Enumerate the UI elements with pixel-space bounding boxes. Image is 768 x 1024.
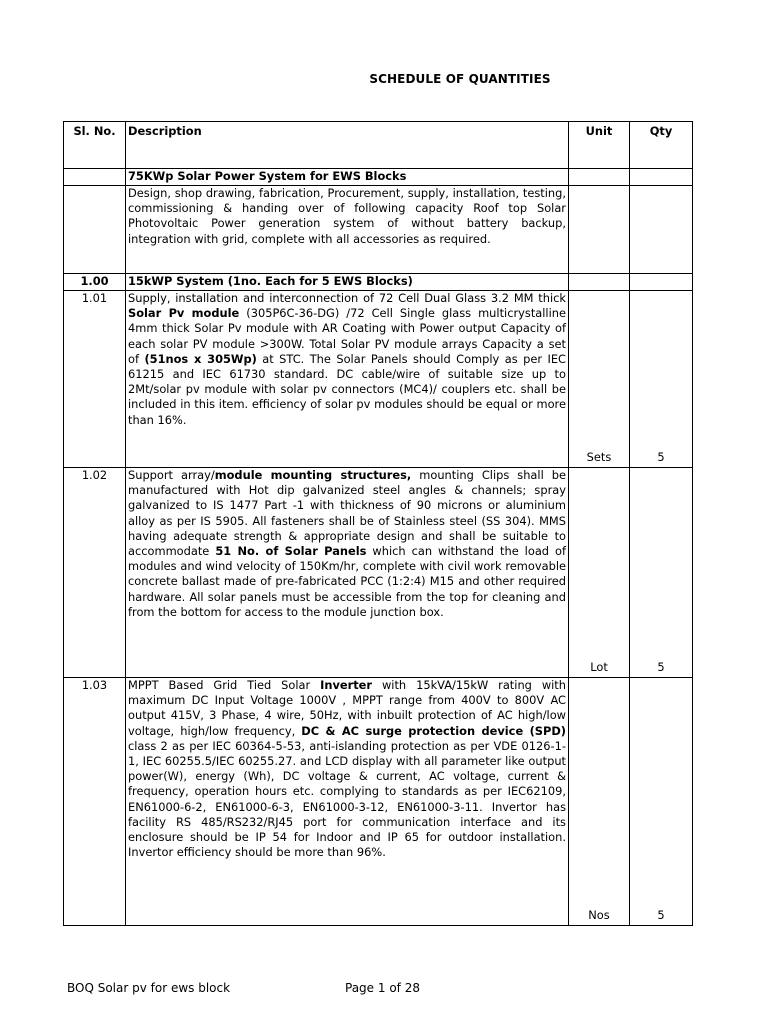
footer-document-name: BOQ Solar pv for ews block: [67, 981, 231, 995]
desc-text: mounting Clips shall be manufactured with Hot dip galvanized steel angles & channels; spray galvanized to IS 1477 Part -1 with thickness of 90 microns or aluminium alloy as per IS 5905. All fasteners shall be of Stainless steel (SS 304). MMS having adequate strength & appropriate design and shall be suitable to accommodate: [128, 468, 566, 559]
item-unit: Lot: [569, 468, 630, 678]
desc-bold: Inverter: [320, 678, 373, 692]
desc-text: MPPT Based Grid Tied Solar: [128, 678, 321, 692]
quantities-table: [63, 121, 693, 926]
desc-bold: (51nos x 305Wp): [144, 351, 257, 366]
item-qty: 5: [630, 678, 693, 926]
subsection-title: 15kWP System (1no. Each for 5 EWS Blocks): [126, 274, 569, 291]
desc-text: class 2 as per IEC 60364-5-53, anti-islanding protection as per VDE 0126-1-1, IEC 60255.5/IEC 60255.27. and LCD display with all parameter like output power(W), energy (Wh), DC voltage & current, AC voltage, current & frequency, operation hours etc. complying to standards as per IEC62109, EN61000-6-2, EN61000-6-3, EN61000-3-12, EN61000-3-11. Invertor has facility RS 485/RS232/RJ45 port for communication interface and its enclosure should be IP 54 for Indoor and IP 65 for outdoor installation. Invertor efficiency should be more than 96%.: [128, 738, 566, 860]
desc-text: which can withstand the load of modules and wind velocity of 150Km/hr, complete with civil work removable concrete ballast made of pre-fabricated PCC (1:2:4) M15 and other required hardware. All solar panels must be accessible from the top for cleaning and from the bottom for access to the module junction box.: [128, 544, 566, 619]
item-unit: Sets: [569, 291, 630, 468]
desc-text: with 15kVA/15kW rating with maximum DC Input Voltage 1000V , MPPT range from 400V to 800V AC output 415V, 3 Phase, 4 wire, 50Hz, with inbuilt protection of AC high/low voltage, high/low frequency,: [128, 678, 566, 738]
subsection-sl: 1.00: [64, 274, 126, 291]
desc-bold: 51 No. of Solar Panels: [215, 544, 367, 559]
header-unit: Unit: [569, 122, 630, 169]
section-title: 75KWp Solar Power System for EWS Blocks: [126, 169, 569, 186]
intro-qty: [630, 186, 693, 274]
footer-page-number: Page 1 of 28: [345, 981, 420, 995]
header-row: [64, 122, 693, 169]
section-sl: [64, 169, 126, 186]
desc-text: at STC. The Solar Panels should Comply as per IEC 61215 and IEC 61730 standard. DC cable/wire of suitable size up to 2Mt/solar pv module with solar pv connectors (MC4)/ couplers etc. shall be included in this item. efficiency of solar pv modules should be equal or more than 16%.: [128, 351, 566, 427]
desc-text: Support array/: [128, 468, 215, 482]
subsection-qty: [630, 274, 693, 291]
item-sl: 1.01: [64, 291, 126, 468]
header-description: Description: [126, 122, 569, 169]
item-unit: Nos: [569, 678, 630, 926]
item-description: [126, 468, 569, 678]
subsection-row: [64, 274, 693, 291]
desc-bold: Solar Pv module: [128, 306, 240, 321]
item-row: [64, 678, 693, 926]
item-qty: 5: [630, 291, 693, 468]
document-title: SCHEDULE OF QUANTITIES: [369, 72, 551, 86]
desc-text: (305P6C-36-DG) /72 Cell Single glass multicrystalline 4mm thick Solar Pv module with AR Coating with Power output Capacity of each solar PV module >300W. Total Solar PV module arrays Capacity a set of: [128, 306, 566, 366]
section-qty: [630, 169, 693, 186]
item-qty: 5: [630, 468, 693, 678]
item-sl: 1.03: [64, 678, 126, 926]
intro-row: [64, 186, 693, 274]
header-qty: Qty: [630, 122, 693, 169]
section-unit: [569, 169, 630, 186]
subsection-unit: [569, 274, 630, 291]
item-description: [126, 678, 569, 926]
intro-unit: [569, 186, 630, 274]
intro-description: Design, shop drawing, fabrication, Procurement, supply, installation, testing, commissioning & handing over of following capacity Roof top Solar Photovoltaic Power generation system of without battery backup, integration with grid, complete with all accessories as required.: [126, 186, 569, 274]
item-row: [64, 291, 693, 468]
section-row: [64, 169, 693, 186]
desc-bold: module mounting structures,: [214, 468, 412, 482]
item-sl: 1.02: [64, 468, 126, 678]
item-row: [64, 468, 693, 678]
item-description: [126, 291, 569, 468]
desc-text: Supply, installation and interconnection of 72 Cell Dual Glass 3.2 MM thick: [128, 291, 566, 305]
intro-sl: [64, 186, 126, 274]
desc-bold: DC & AC surge protection device (SPD): [301, 723, 566, 738]
header-sl-no: Sl. No.: [64, 122, 126, 169]
